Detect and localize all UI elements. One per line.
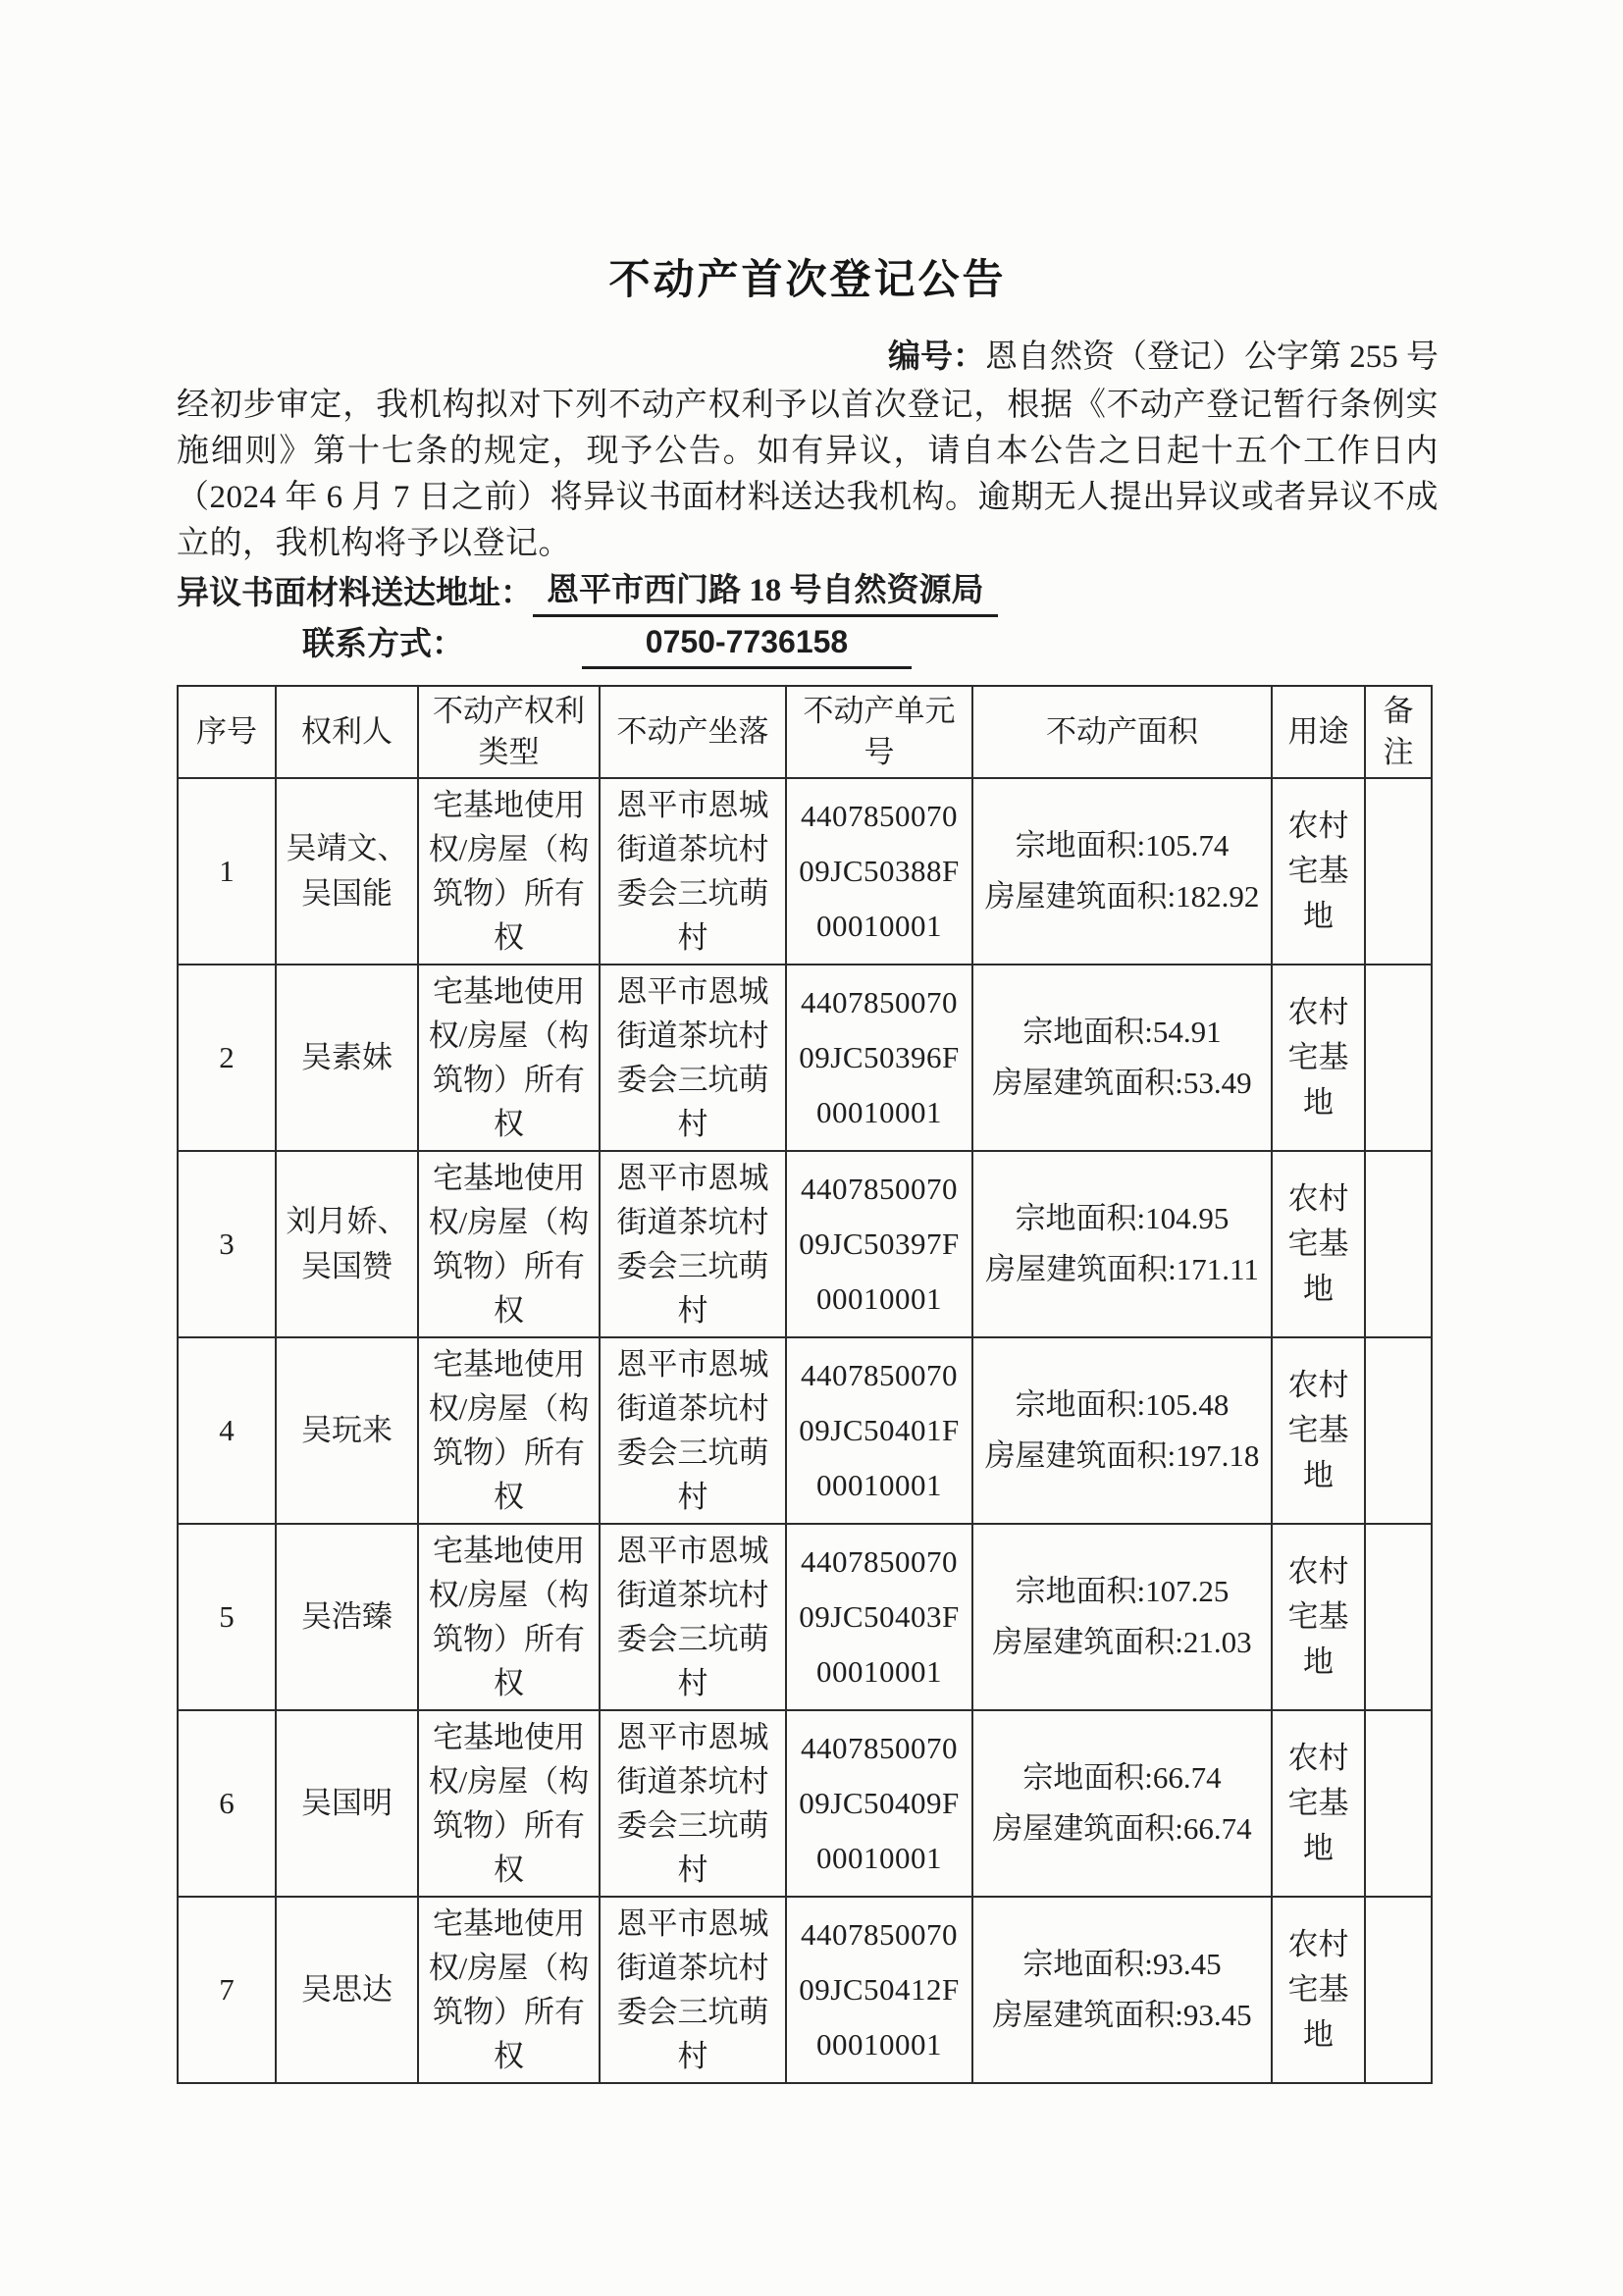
- cell-usage: 农村宅基地: [1272, 1337, 1365, 1524]
- building-area: 房屋建筑面积:53.49: [992, 1066, 1252, 1100]
- building-area: 房屋建筑面积:197.18: [984, 1438, 1260, 1473]
- cell-unit-number: 440785007009JC50388F00010001: [786, 778, 972, 965]
- address-value: 恩平市西门路 18 号自然资源局: [533, 567, 998, 617]
- parcel-area: 宗地面积:93.45: [1022, 1947, 1222, 1981]
- doc-number-line: [177, 336, 1439, 379]
- cell-remark: [1365, 1337, 1432, 1524]
- cell-seq: 5: [178, 1524, 276, 1710]
- cell-seq: 7: [178, 1897, 276, 2083]
- address-label: 异议书面材料送达地址：: [177, 576, 533, 611]
- header-right-type: 不动产权利类型: [418, 686, 600, 778]
- contact-value: 0750-7736158: [582, 617, 912, 669]
- cell-usage: 农村宅基地: [1272, 1151, 1365, 1337]
- parcel-area: 宗地面积:54.91: [1022, 1015, 1222, 1049]
- cell-usage: 农村宅基地: [1272, 1710, 1365, 1897]
- building-area: 房屋建筑面积:93.45: [992, 1998, 1252, 2032]
- cell-location: 恩平市恩城街道茶坑村委会三坑萌村: [600, 1897, 786, 2083]
- building-area: 房屋建筑面积:182.92: [984, 879, 1260, 913]
- cell-owner: 吴国明: [276, 1710, 418, 1897]
- table-row: [178, 1151, 1432, 1337]
- table-row: [178, 965, 1432, 1151]
- cell-unit-number: 440785007009JC50403F00010001: [786, 1524, 972, 1710]
- cell-location: 恩平市恩城街道茶坑村委会三坑萌村: [600, 1524, 786, 1710]
- table-header-row: [178, 686, 1432, 778]
- address-line: [177, 567, 1439, 617]
- cell-seq: 6: [178, 1710, 276, 1897]
- cell-unit-number: 440785007009JC50396F00010001: [786, 965, 972, 1151]
- body-paragraph: 经初步审定，我机构拟对下列不动产权利予以首次登记，根据《不动产登记暂行条例实施细则》第十七条的规定，现予公告。如有异议，请自本公告之日起十五个工作日内（2024 年 6 月 7 日之前）将异议书面材料送达我机构。逾期无人提出异议或者异议不成立的，我机构将予以登记。: [177, 388, 1439, 561]
- cell-unit-number: 440785007009JC50412F00010001: [786, 1897, 972, 2083]
- cell-unit-number: 440785007009JC50397F00010001: [786, 1151, 972, 1337]
- cell-right-type: 宅基地使用权/房屋（构筑物）所有权: [418, 1337, 600, 1524]
- header-unit-number: 不动产单元号: [786, 686, 972, 778]
- header-remark: 备注: [1365, 686, 1432, 778]
- parcel-area: 宗地面积:66.74: [1022, 1760, 1222, 1795]
- cell-remark: [1365, 778, 1432, 965]
- doc-number-label: 编号：: [888, 339, 985, 375]
- cell-right-type: 宅基地使用权/房屋（构筑物）所有权: [418, 1151, 600, 1337]
- cell-owner: 吴浩臻: [276, 1524, 418, 1710]
- cell-usage: 农村宅基地: [1272, 1524, 1365, 1710]
- cell-usage: 农村宅基地: [1272, 965, 1365, 1151]
- parcel-area: 宗地面积:105.48: [1015, 1387, 1230, 1422]
- cell-area: [972, 1524, 1272, 1710]
- contact-line: [177, 617, 1439, 669]
- table-row: [178, 1337, 1432, 1524]
- cell-remark: [1365, 1151, 1432, 1337]
- cell-area: [972, 965, 1272, 1151]
- header-usage: 用途: [1272, 686, 1365, 778]
- cell-location: 恩平市恩城街道茶坑村委会三坑萌村: [600, 965, 786, 1151]
- building-area: 房屋建筑面积:21.03: [992, 1625, 1252, 1659]
- cell-seq: 2: [178, 965, 276, 1151]
- table-row: [178, 778, 1432, 965]
- cell-location: 恩平市恩城街道茶坑村委会三坑萌村: [600, 1337, 786, 1524]
- cell-remark: [1365, 1524, 1432, 1710]
- building-area: 房屋建筑面积:171.11: [985, 1252, 1259, 1286]
- cell-right-type: 宅基地使用权/房屋（构筑物）所有权: [418, 1710, 600, 1897]
- parcel-area: 宗地面积:105.74: [1015, 828, 1230, 862]
- header-seq: 序号: [178, 686, 276, 778]
- cell-right-type: 宅基地使用权/房屋（构筑物）所有权: [418, 1524, 600, 1710]
- table-row: [178, 1524, 1432, 1710]
- cell-location: 恩平市恩城街道茶坑村委会三坑萌村: [600, 1151, 786, 1337]
- table-row: [178, 1710, 1432, 1897]
- cell-area: [972, 1151, 1272, 1337]
- cell-owner: 吴靖文、吴国能: [276, 778, 418, 965]
- registration-table: [177, 685, 1433, 2084]
- cell-owner: 吴素妹: [276, 965, 418, 1151]
- cell-right-type: 宅基地使用权/房屋（构筑物）所有权: [418, 778, 600, 965]
- contact-label: 联系方式：: [302, 627, 464, 662]
- cell-remark: [1365, 965, 1432, 1151]
- cell-right-type: 宅基地使用权/房屋（构筑物）所有权: [418, 1897, 600, 2083]
- cell-owner: 吴玩来: [276, 1337, 418, 1524]
- cell-area: [972, 1710, 1272, 1897]
- parcel-area: 宗地面积:107.25: [1015, 1574, 1230, 1608]
- header-owner: 权利人: [276, 686, 418, 778]
- cell-unit-number: 440785007009JC50409F00010001: [786, 1710, 972, 1897]
- building-area: 房屋建筑面积:66.74: [992, 1811, 1252, 1846]
- cell-remark: [1365, 1710, 1432, 1897]
- cell-location: 恩平市恩城街道茶坑村委会三坑萌村: [600, 778, 786, 965]
- cell-unit-number: 440785007009JC50401F00010001: [786, 1337, 972, 1524]
- cell-owner: 吴思达: [276, 1897, 418, 2083]
- table-row: [178, 1897, 1432, 2083]
- cell-location: 恩平市恩城街道茶坑村委会三坑萌村: [600, 1710, 786, 1897]
- cell-owner: 刘月娇、吴国赞: [276, 1151, 418, 1337]
- cell-usage: 农村宅基地: [1272, 778, 1365, 965]
- cell-usage: 农村宅基地: [1272, 1897, 1365, 2083]
- cell-area: [972, 1337, 1272, 1524]
- parcel-area: 宗地面积:104.95: [1015, 1201, 1230, 1235]
- header-area: 不动产面积: [972, 686, 1272, 778]
- cell-seq: 1: [178, 778, 276, 965]
- header-location: 不动产坐落: [600, 686, 786, 778]
- page-title: 不动产首次登记公告: [608, 258, 1007, 303]
- doc-number-value: 恩自然资（登记）公字第 255 号: [985, 339, 1439, 375]
- cell-area: [972, 778, 1272, 965]
- cell-right-type: 宅基地使用权/房屋（构筑物）所有权: [418, 965, 600, 1151]
- cell-remark: [1365, 1897, 1432, 2083]
- cell-area: [972, 1897, 1272, 2083]
- cell-seq: 4: [178, 1337, 276, 1524]
- cell-seq: 3: [178, 1151, 276, 1337]
